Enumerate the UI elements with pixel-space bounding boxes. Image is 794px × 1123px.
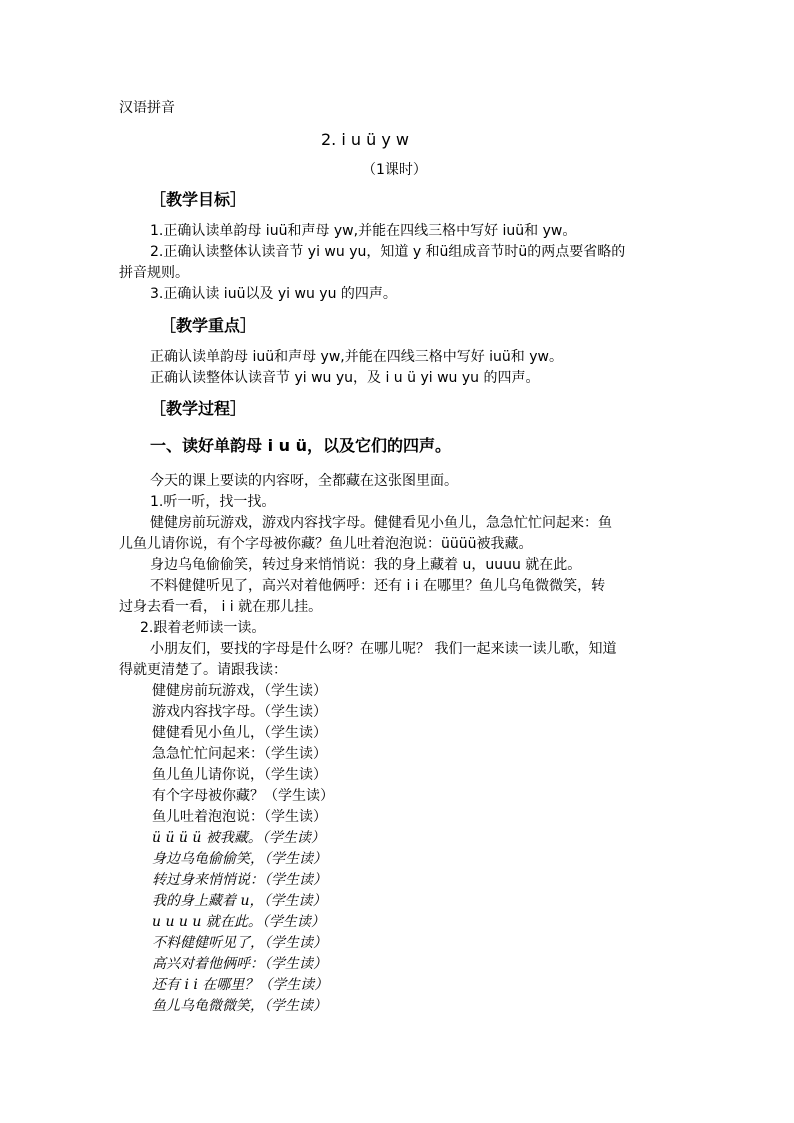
paragraph-line: 今天的课上要读的内容呀，全都藏在这张图里面。 <box>150 473 458 489</box>
goal-item: 3.正确认读 iuü以及 yi wu yu 的四声。 <box>150 286 397 302</box>
chant-line: 身边乌龟偷偷笑，（学生读） <box>152 851 327 867</box>
chant-line: u u u u 就在此。（学生读） <box>152 914 325 930</box>
focus-item: 正确认读单韵母 iuü和声母 yw,并能在四线三格中写好 iuü和 yw。 <box>150 349 563 365</box>
process-heading: ［教学过程］ <box>150 399 247 418</box>
chant-line: 高兴对着他俩呼：（学生读） <box>152 956 327 972</box>
lesson-subtitle: （1课时） <box>362 162 427 178</box>
goal-item: 拼音规则。 <box>119 265 189 281</box>
paragraph-line: 健健房前玩游戏，游戏内容找字母。健健看见小鱼儿，急急忙忙问起来：鱼 <box>150 515 612 531</box>
chant-line: 急急忙忙问起来：（学生读） <box>152 746 327 762</box>
paragraph-line: 1.听一听，找一找。 <box>150 494 276 510</box>
paragraph-line: 不料健健听见了，高兴对着他俩呼：还有 i i 在哪里？鱼儿乌龟微微笑，转 <box>150 578 606 594</box>
paragraph-line: 过身去看一看， i i 就在那儿挂。 <box>119 599 323 615</box>
section-heading: 一、读好单韵母 i u ü，以及它们的四声。 <box>150 436 451 455</box>
focus-item: 正确认读整体认读音节 yi wu yu，及 i u ü yi wu yu 的四声。 <box>150 370 540 386</box>
chant-line: 鱼儿乌龟微微笑，（学生读） <box>152 998 327 1014</box>
chant-line: 游戏内容找字母。（学生读） <box>152 704 327 720</box>
chant-line: 健健看见小鱼儿，（学生读） <box>152 725 327 741</box>
paragraph-line: 2.跟着老师读一读。 <box>140 620 266 636</box>
chant-line: 鱼儿吐着泡泡说：（学生读） <box>152 809 327 825</box>
chant-line: 有个字母被你藏？（学生读） <box>152 788 334 804</box>
focus-heading: ［教学重点］ <box>160 316 257 335</box>
chant-line: ü ü ü ü 被我藏。（学生读） <box>152 830 325 846</box>
paragraph-line: 得就更清楚了。请跟我读： <box>119 662 287 678</box>
category-label: 汉语拼音 <box>119 100 175 116</box>
goals-heading: ［教学目标］ <box>150 190 247 209</box>
lesson-title: 2. i u ü y w <box>321 130 409 149</box>
chant-line: 健健房前玩游戏，（学生读） <box>152 683 327 699</box>
paragraph-line: 小朋友们，要找的字母是什么呀？在哪儿呢？ 我们一起来读一读儿歌，知道 <box>150 641 617 657</box>
paragraph-line: 儿鱼儿请你说，有个字母被你藏？鱼儿吐着泡泡说：üüüü被我藏。 <box>119 536 533 552</box>
chant-line: 转过身来悄悄说：（学生读） <box>152 872 327 888</box>
chant-line: 我的身上藏着 u，（学生读） <box>152 893 327 909</box>
goal-item: 1.正确认读单韵母 iuü和声母 yw,并能在四线三格中写好 iuü和 yw。 <box>150 223 577 239</box>
chant-line: 不料健健听见了，（学生读） <box>152 935 327 951</box>
paragraph-line: 身边乌龟偷偷笑，转过身来悄悄说：我的身上藏着 u，uuuu 就在此。 <box>150 557 582 573</box>
chant-line: 鱼儿鱼儿请你说，（学生读） <box>152 767 327 783</box>
chant-line: 还有 i i 在哪里？（学生读） <box>152 977 329 993</box>
goal-item: 2.正确认读整体认读音节 yi wu yu，知道 y 和ü组成音节时ü的两点要省略的 <box>150 244 626 260</box>
